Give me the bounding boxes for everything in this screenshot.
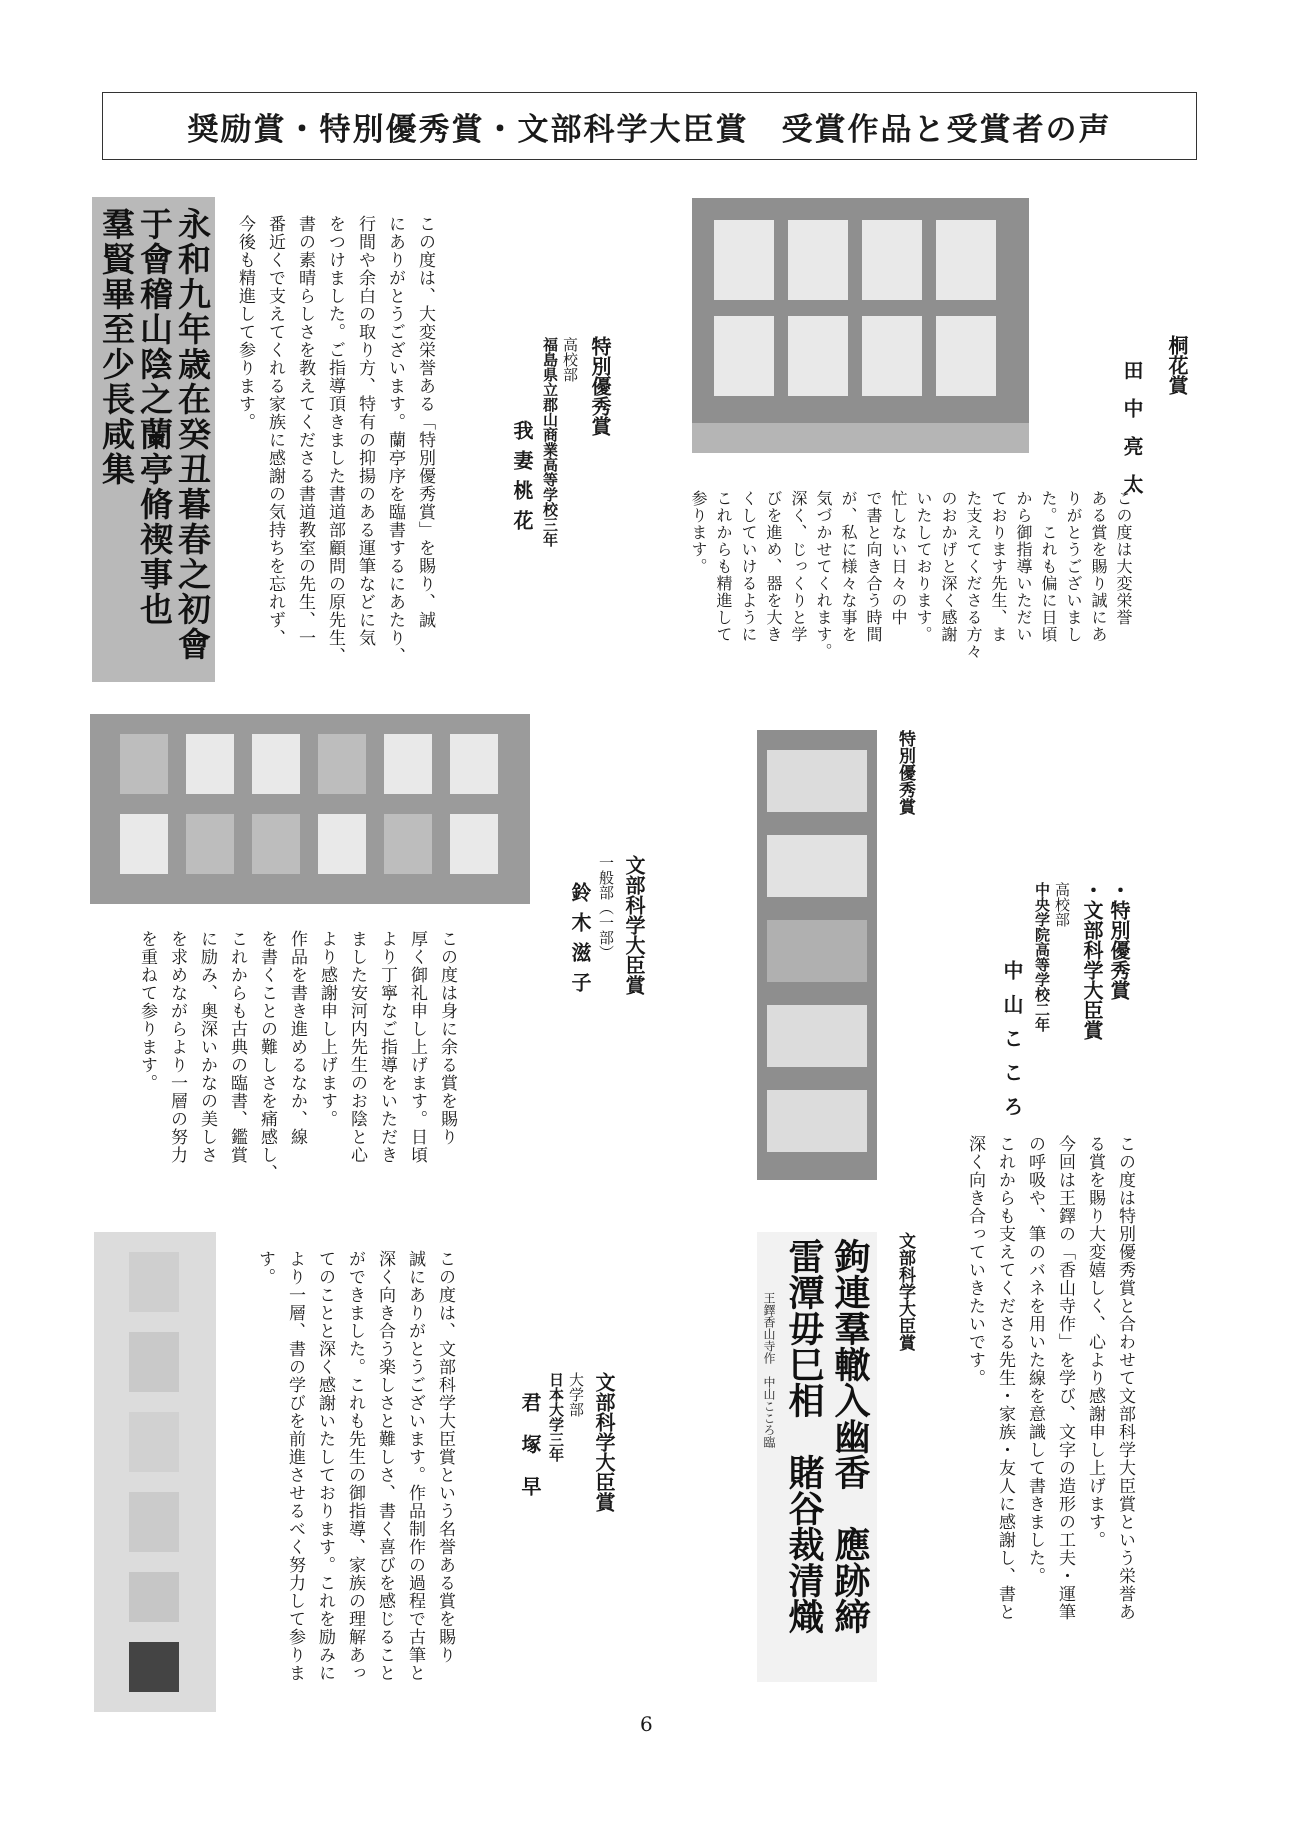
school-wagatsuma: 福島県立郡山商業高等学校三年 [541,337,559,547]
artwork-suzuki [90,714,530,904]
award-kimizuka: 文部科学大臣賞 [592,1372,616,1512]
dept-wagatsuma: 高校部 [561,337,579,382]
name-wagatsuma: 我妻桃花 [510,420,534,540]
school-kimizuka: 日本大学三年 [547,1372,565,1462]
message-nakayama: この度は特別優秀賞と合わせて文部科学大臣賞という栄誉あ る賞を賜り大変嬉しく、心より感謝申し上げます。 今回は王鐸の「香山寺作」を学び、文字の造形の工夫・運筆 の呼吸や、筆のバネを用いた線を意識して書きました。 これからも支えてくださる先生・家族・友人に感謝し、書と 深く向き合っていきたいです。 [965,1135,1135,1621]
dept-nakayama: 高校部 [1053,882,1071,927]
award-nakayama-1: ・特別優秀賞 [1107,880,1131,1000]
artwork-kimizuka [94,1232,216,1712]
artwork-tanaka [692,198,1029,453]
artwork-nakayama-text: 鉤連羣轍入幽香 應跡締 雷潭毋巳相 賭谷裁清熾 [783,1238,871,1634]
name-suzuki: 鈴木滋子 [568,882,592,1002]
award-tanaka: 桐花賞 [1165,335,1189,395]
artwork-nakayama-signature: 王鐸香山寺作 中山こころ臨 [762,1292,776,1448]
dept-kimizuka: 大学部 [567,1372,585,1417]
page-number: 6 [640,1712,653,1736]
name-kimizuka: 君塚早 [518,1392,542,1518]
message-suzuki: この度は身に余る賞を賜り 厚く御礼申し上げます。日頃 より丁寧なご指導をいただき ました安河内先生のお陰と心 より感謝申し上げます。 作品を書き進めるなか、線 を書くことの難しさを痛感し、 これからも古典の臨書、鑑賞 に励み、奥深いかなの美しさ を求めながらより一層の努力 を重ねて参ります。 [137,930,457,1182]
artwork-nakayama-calligraphy [757,1232,877,1682]
award-nakayama-2: ・文部科学大臣賞 [1080,880,1104,1040]
school-nakayama: 中央学院高等学校二年 [1033,882,1051,1032]
name-tanaka: 田中亮太 [1120,360,1144,512]
message-kimizuka: この度は、文部科学大臣賞という名誉ある賞を賜り 誠にありがとうございます。作品制作の過程で古筆と 深く向き合う楽しさと難しさ、書く喜びを感じること ができました。これも先生の御指導、家族の理解あっ てのことと深く感謝いたしております。これを励みに より一層、書の学びを前進させるべく努力して参りま す。 [255,1250,455,1682]
artwork-wagatsuma [92,197,215,682]
artwork-wagatsuma-text: 永和九年歳在癸丑暮春之初會 于會稽山陰之蘭亭脩禊事也 羣賢畢至少長咸集 [97,207,212,662]
name-nakayama: 中山こころ [1000,960,1024,1130]
dept-suzuki: 一般部（一部） [597,855,615,960]
page-title: 奨励賞・特別優秀賞・文部科学大臣賞 受賞作品と受賞者の声 [102,92,1197,160]
award-wagatsuma: 特別優秀賞 [588,336,612,436]
label-minister-award: 文部科学大臣賞 [895,1232,915,1351]
artwork-nakayama-scroll [757,730,877,1180]
message-wagatsuma: この度は、大変栄誉ある「特別優秀賞」を賜り、誠 にありがとうございます。蘭亭序を臨書するにあたり、 行間や余白の取り方、特有の抑揚のある運筆などに気 をつけました。ご指導頂きました書道部顧問の原先生、 書の素晴らしさを教えてくださる書道教室の先生、一 番近くで支えてくれる家族に感謝の気持ちを忘れず、 今後も精進して参ります。 [235,215,435,665]
message-tanaka: この度は大変栄誉 ある賞を賜り誠にあ りがとうございまし た。これも偏に日頃 から御指導いただい ております先生、ま た支えてくださる方々 のおかげと深く感謝 いたしております。 忙しない日々の中 で書と向き合う時間 が、私に様々な事を 気づかせてくれます。 深く、じっくりと学 びを進め、器を大き くしていけるように これからも精進して 参ります。 [689,490,1133,660]
award-suzuki: 文部科学大臣賞 [622,855,646,995]
label-special-award: 特別優秀賞 [895,730,915,815]
